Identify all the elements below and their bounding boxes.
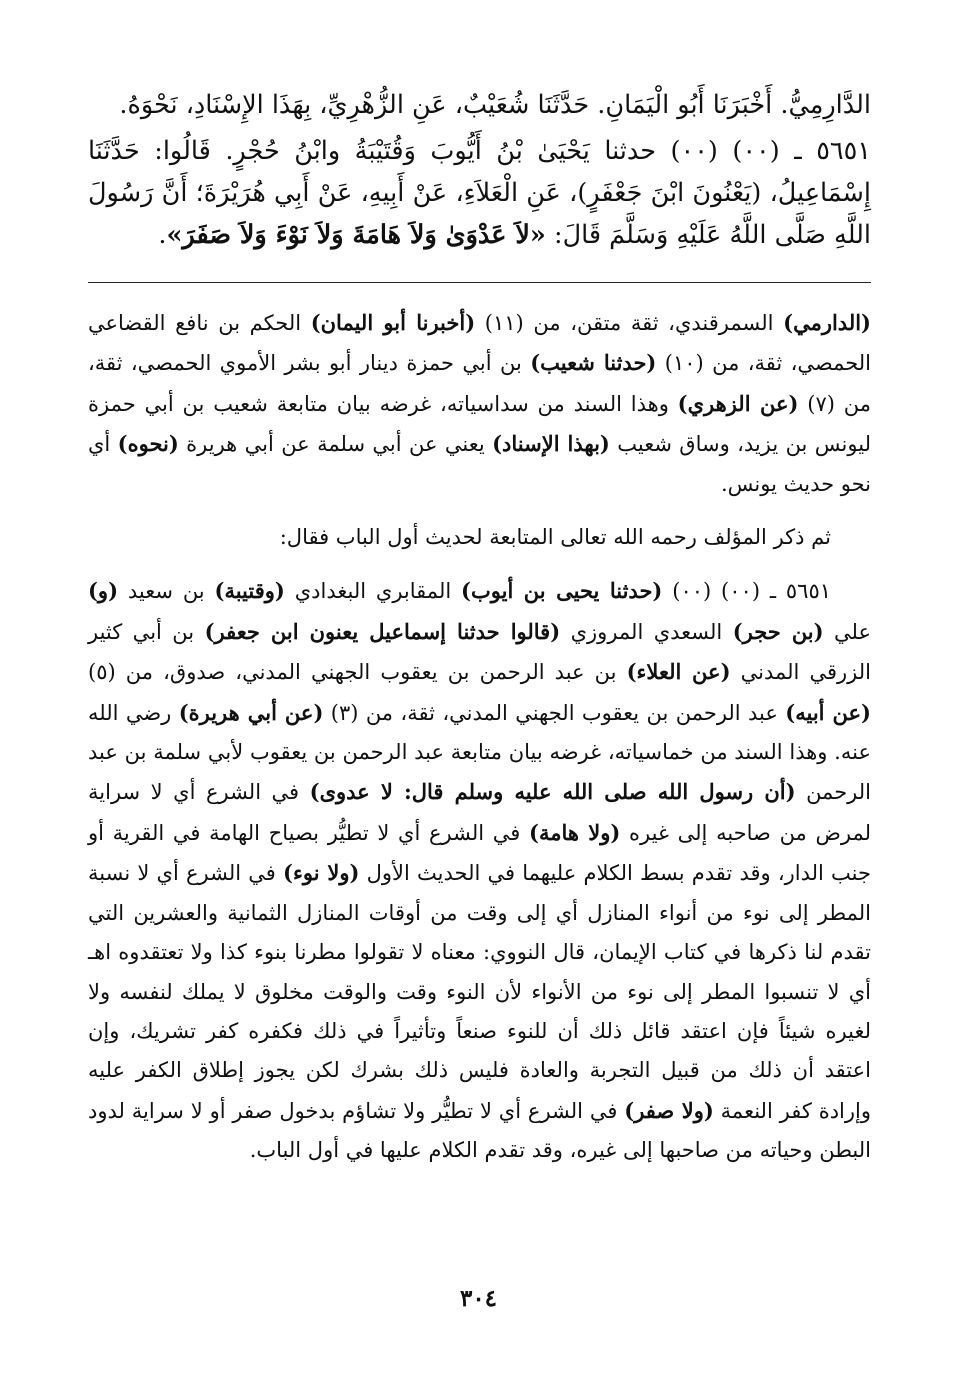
bold-term: (أن رسول الله صلى الله عليه وسلم قال: لا عدوى): [309, 779, 796, 805]
hadith-isnad: ٥٦٥١ ـ (٠٠) (٠٠) حدثنا يَحْيَىٰ بْنُ أَيُّوبَ وَقُتَيْبَةُ وابْنُ حُجْرٍ. قَالُوا: حَدَّثَنَا إِسْمَاعِيلُ، (يَعْنُونَ ابْنَ جَعْفَرٍ)، عَنِ الْعَلاَءِ، عَنْ أَبِيهِ، عَنْ أَبِي هُرَيْرَةَ؛ أَنَّ رَسُولَ اللَّهِ صَلَّى اللَّهُ عَلَيْهِ وَسَلَّمَ قَالَ:: [88, 136, 871, 250]
plain-text: أي نحو حديث يونس.: [88, 432, 871, 496]
bold-term: (عن الزهري): [677, 390, 799, 416]
bold-term: (ولا هامة): [529, 819, 621, 845]
plain-text: السمرقندي، ثقة متقن، من (١١): [475, 311, 784, 335]
hadith-text: [88, 84, 871, 256]
commentary-paragraph-3: [88, 571, 871, 1170]
plain-text: بن سعيد: [118, 579, 215, 604]
hadith-end: .: [158, 220, 167, 250]
plain-text: وهذا السند من سداسياته، غرضه بيان متابعة شعيب بن أبي حمزة ليونس بن يزيد، وساق شعيب: [88, 391, 871, 457]
bold-term: (بهذا الإسناد): [492, 431, 610, 457]
hadith-matn: «لاَ عَدْوَىٰ وَلاَ هَامَةَ وَلاَ نَوْءَ وَلاَ صَفَرَ»: [166, 220, 546, 250]
bold-term: (عن أبي هريرة): [178, 699, 324, 725]
plain-text: يعني عن أبي سلمة عن أبي هريرة: [178, 432, 493, 457]
bold-term: (عن العلاء): [626, 659, 731, 685]
plain-text: بن أبي كثير الزرقي المدني: [88, 619, 871, 685]
bold-term: (ولا صفر): [624, 1097, 714, 1123]
bold-term: (حدثنا شعيب): [530, 350, 657, 376]
plain-text: في الشرع أي لا تطيُّر بصياح الهامة في القرية أو جنب الدار، وقد تقدم بسط الكلام عليهما في الحديث الأول: [88, 820, 871, 886]
bold-term: (وقتيبة): [214, 578, 285, 604]
plain-text: بن عبد الرحمن بن يعقوب الجهني المدني، صدوق، من (٥): [88, 660, 627, 685]
bold-term: (عن أبيه): [785, 699, 871, 725]
bold-term: (و): [88, 578, 119, 604]
commentary-paragraph-1: [88, 303, 871, 504]
bold-term: (بن حجر): [732, 618, 824, 644]
plain-text: ٥٦٥١ ـ (٠٠) (٠٠): [662, 579, 832, 604]
plain-text: الحكم بن نافع القضاعي الحمصي، ثقة، من (١٠): [88, 311, 872, 376]
plain-text: عبد الرحمن بن يعقوب الجهني المدني، ثقة، من (٣): [323, 700, 786, 725]
bold-term: (نحوه): [117, 431, 179, 457]
bold-term: (الدارمي): [783, 310, 871, 335]
hadith-line-1: [88, 84, 871, 126]
bold-term: (قالوا حدثنا إسماعيل يعنون ابن جعفر): [204, 618, 561, 644]
plain-text: بن أبي حمزة دينار أبو بشر الأموي الحمصي، ثقة، من (٧): [88, 351, 872, 416]
commentary-paragraph-2: ثم ذكر المؤلف رحمه الله تعالى المتابعة لحديث أول الباب فقال:: [279, 525, 831, 550]
plain-text: رضي الله عنه. وهذا السند من خماسياته، غرضه بيان متابعة عبد الرحمن بن يعقوب لأبي سلمة بن عبد الرحمن: [88, 700, 872, 805]
bold-term: (حدثنا يحيى بن أيوب): [461, 578, 663, 604]
plain-text: علي: [823, 619, 872, 644]
plain-text: المقابري البغدادي: [284, 579, 462, 604]
plain-text: في الشرع أي لا سراية لمرض من صاحبه إلى غيره: [88, 780, 872, 845]
plain-text: السعدي المروزي: [560, 619, 733, 644]
hadith-paragraph: [88, 130, 871, 256]
plain-text: في الشرع أي لا نسبة المطر إلى نوء من أنواء المنازل أي إلى وقت من أوقات المنازل الثمانية والعشرين التي تقدم لنا ذكرها في كتاب الإيمان، قال النووي: معناه لا تقولوا مطرنا بنوء كذا ولا تعتقدوه اهـ أي لا تنسبوا المطر إلى نوء من الأنواء لأن النوء وقت والوقت مخلوق لا يملك لنفسه ولا لغيره شيئاً فإن اعتقد قائل ذلك أن للنوء صنعاً وتأثيراً في ذلك فكفره كفر تشريك، وإن اعتقد أن ذلك من قبيل التجربة والعادة فليس ذلك بشرك لكن يجوز إطلاق الكفر عليه وإرادة كفر النعمة: [88, 861, 872, 1123]
plain-text: في الشرع أي لا تطيُّر ولا تشاؤم بدخول صفر أو لا سراية لدود البطن وحياته من صاحبها إلى غيره، وقد تقدم الكلام عليها في أول الباب.: [88, 1098, 871, 1163]
bold-term: (ولا نوء): [283, 860, 360, 886]
bold-term: (أخبرنا أبو اليمان): [310, 310, 476, 335]
page-number: ٣٠٤: [459, 1285, 498, 1312]
commentary-text: [88, 303, 871, 1171]
footnote-divider: [88, 282, 871, 283]
hadith-line-1-text: الدَّارِمِيُّ. أَخْبَرَنَا أَبُو الْيَمَانِ. حَدَّثَنَا شُعَيْبٌ، عَنِ الزُّهْرِيِّ، بِهَذَا الإِسْنَادِ، نَحْوَهُ.: [119, 90, 871, 120]
